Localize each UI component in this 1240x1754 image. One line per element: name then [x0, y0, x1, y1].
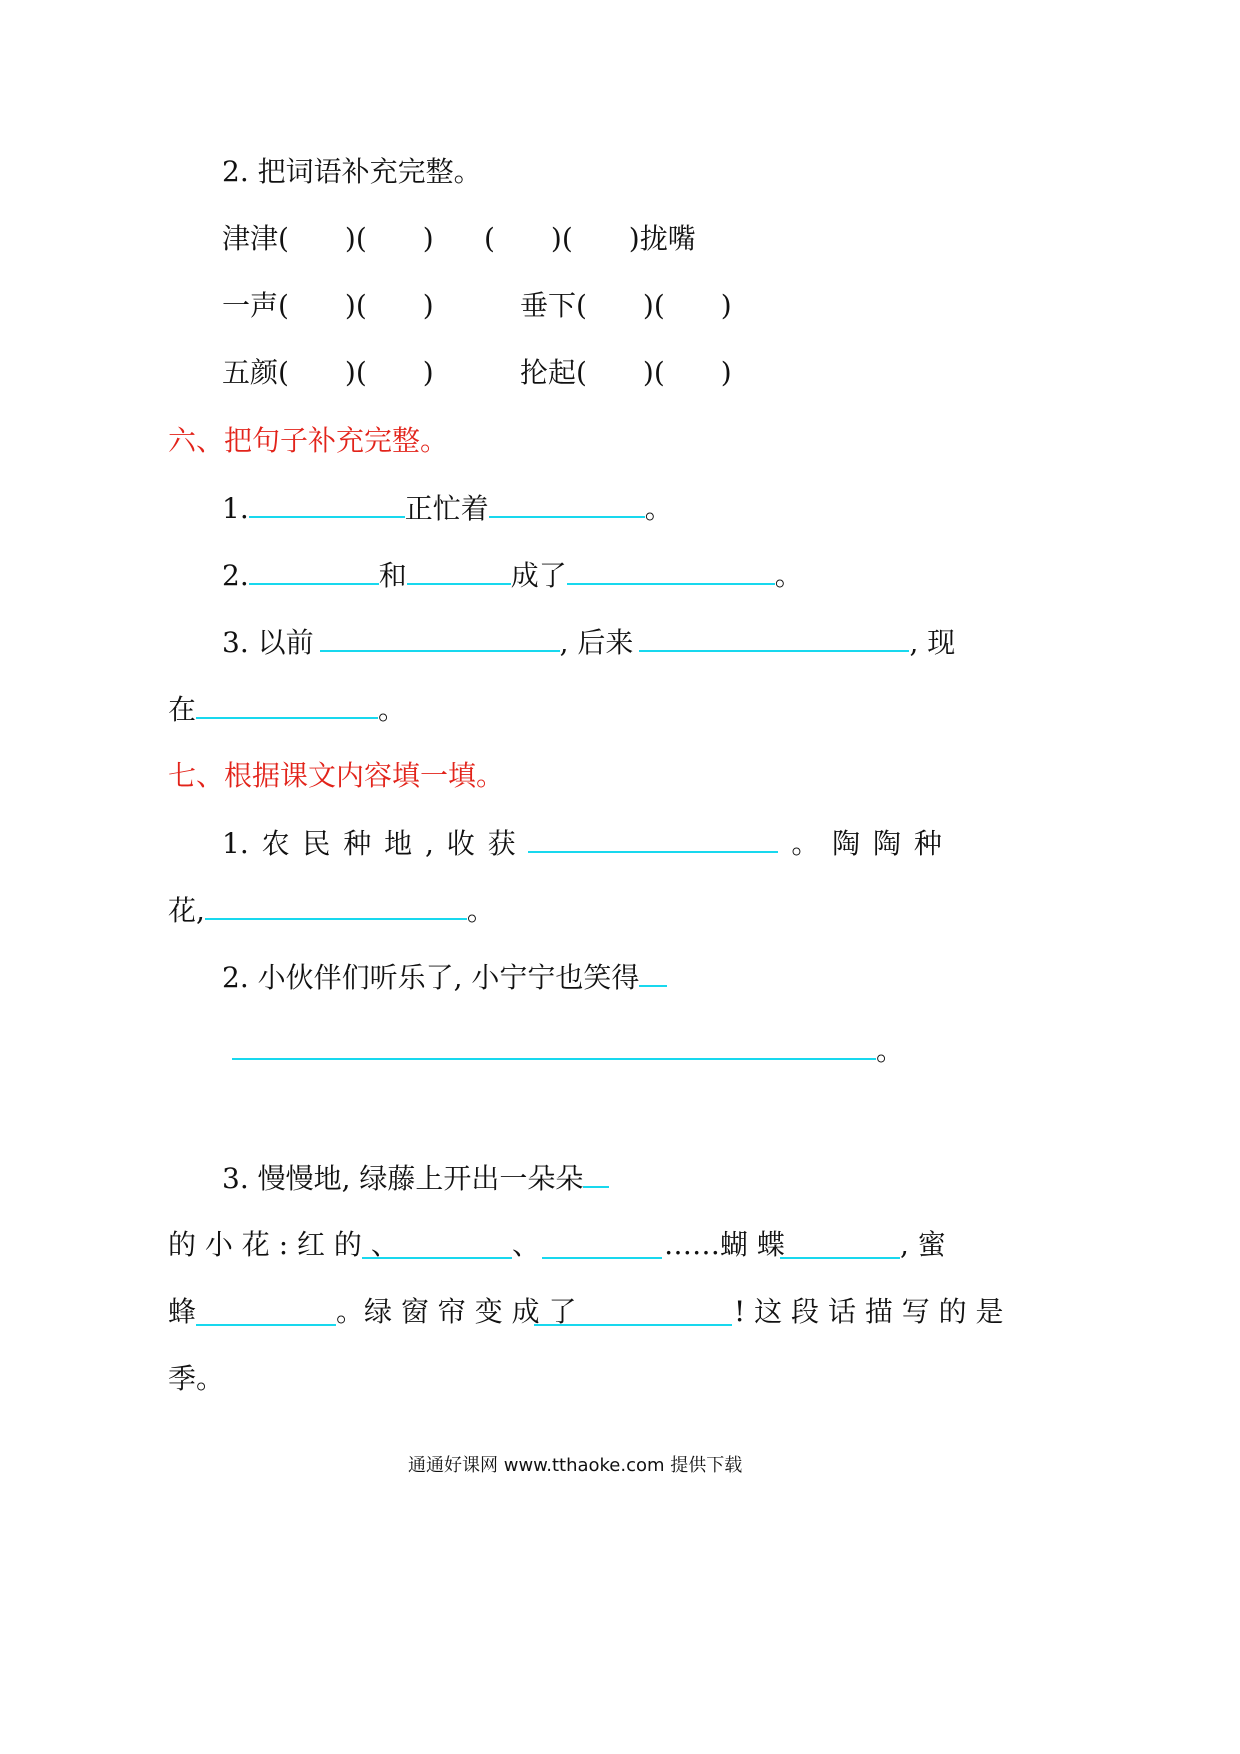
s6-s2-blank3[interactable]	[567, 555, 775, 585]
section6-heading: 六、把句子补充完整。	[168, 424, 449, 457]
s7-s1-char: ,	[425, 827, 434, 860]
s6-s1-blank2[interactable]	[489, 488, 645, 518]
s6-s3-c2: , 现	[909, 626, 956, 659]
q2-title: 2. 把词语补充完整。	[222, 155, 482, 188]
s6-sentence1	[222, 488, 673, 528]
s7-s1-char: 获	[487, 827, 516, 860]
s7-s2-blank1[interactable]	[639, 957, 667, 987]
s6-s3-line2-start: 在	[168, 693, 197, 726]
q2-row2-a: 一声( )( )	[222, 289, 434, 322]
s7-sentence2	[222, 957, 667, 997]
s7-s2-blank2[interactable]	[232, 1030, 876, 1060]
s7-s3-l2-ellipsis: ……蝴 蝶	[664, 1228, 785, 1261]
s6-s2-blank2[interactable]	[407, 555, 511, 585]
s7-s3-blank1[interactable]	[583, 1158, 609, 1188]
s6-s2-num: 2.	[222, 559, 249, 592]
s7-s3-l2-comma: , 蜜	[900, 1228, 946, 1261]
s6-s2-end: 。	[774, 559, 803, 592]
s7-s1-char: 收	[446, 827, 475, 860]
s6-s1-num: 1.	[222, 492, 249, 525]
s7-s3-l2-sep: 、	[512, 1228, 541, 1261]
q2-row1-b: ( )( )拢嘴	[484, 222, 696, 255]
s7-s3-l3-start: 蜂	[168, 1295, 197, 1328]
s6-s3-end: 。	[378, 693, 407, 726]
s6-s2-mid2: 成了	[510, 559, 567, 592]
s7-s3-blank2[interactable]	[362, 1229, 512, 1259]
s7-s1-char: 民	[302, 827, 331, 860]
s6-sentence3-line2	[168, 689, 406, 729]
s6-s1-blank1[interactable]	[249, 488, 405, 518]
s6-s2-blank1[interactable]	[249, 555, 379, 585]
s7-s1-blank2[interactable]	[205, 890, 467, 920]
s7-s1-char: 1.	[222, 827, 249, 860]
s6-s1-end: 。	[644, 492, 673, 525]
s7-s1-char: 地	[384, 827, 413, 860]
s7-s1-end: 。	[791, 827, 820, 860]
s7-s1-line2-start: 花,	[168, 894, 205, 927]
s7-s2-end: 。	[876, 1034, 905, 1067]
q2-row2-b: 垂下( )( )	[520, 289, 732, 322]
s7-s3-blank5[interactable]	[196, 1296, 336, 1326]
s7-sentence1-line2	[168, 890, 495, 930]
s7-sentence1	[222, 823, 942, 863]
s7-sentence3-line2	[168, 1225, 946, 1265]
s7-s3-l2-start: 的 小 花 : 红 的 、	[168, 1228, 399, 1261]
s6-s3-blank3[interactable]	[196, 689, 378, 719]
s7-sentence2-line2	[232, 1030, 904, 1070]
s6-s3-blank2[interactable]	[639, 622, 909, 652]
s7-s1-line2-end: 。	[466, 894, 495, 927]
s6-s3-start: 3. 以前	[222, 626, 314, 659]
q2-row3-b: 抡起( )( )	[520, 356, 732, 389]
s6-s3-c1: , 后来	[559, 626, 634, 659]
s7-s2-text: 2. 小伙伴们听乐了, 小宁宁也笑得	[222, 961, 640, 994]
s6-s2-mid1: 和	[378, 559, 407, 592]
s6-sentence2	[222, 555, 803, 595]
s7-s3-l3-mid: 。绿 窗 帘 变 成 了	[336, 1295, 577, 1328]
footer-watermark: 通通好课网 www.tthaoke.com 提供下载	[408, 1455, 743, 1476]
section7-heading: 七、根据课文内容填一填。	[168, 759, 505, 792]
s7-s3-text: 3. 慢慢地, 绿藤上开出一朵朵	[222, 1162, 584, 1195]
s7-s1-blank1[interactable]	[528, 823, 778, 853]
s7-s1-char: 种	[343, 827, 372, 860]
s7-sentence3	[222, 1158, 609, 1198]
s7-s3-l3-end: ! 这 段 话 描 写 的 是	[734, 1295, 1004, 1328]
s7-sentence3-line3	[168, 1292, 1004, 1332]
q2-row1-a: 津津( )( )	[222, 222, 434, 255]
s6-s3-blank1[interactable]	[320, 622, 560, 652]
s7-s3-blank4[interactable]	[780, 1229, 900, 1259]
s7-s1-tail: 陶	[873, 827, 902, 860]
s7-s1-tail: 陶	[832, 827, 861, 860]
q2-row3-a: 五颜( )( )	[222, 356, 434, 389]
s7-sentence3-line4: 季。	[168, 1362, 225, 1395]
s6-s1-mid: 正忙着	[404, 492, 489, 525]
s7-s3-blank6[interactable]	[534, 1296, 732, 1326]
s7-s1-tail: 种	[913, 827, 942, 860]
s7-s1-char: 农	[261, 827, 290, 860]
s6-sentence3	[222, 622, 955, 662]
s7-s3-blank3[interactable]	[542, 1229, 662, 1259]
